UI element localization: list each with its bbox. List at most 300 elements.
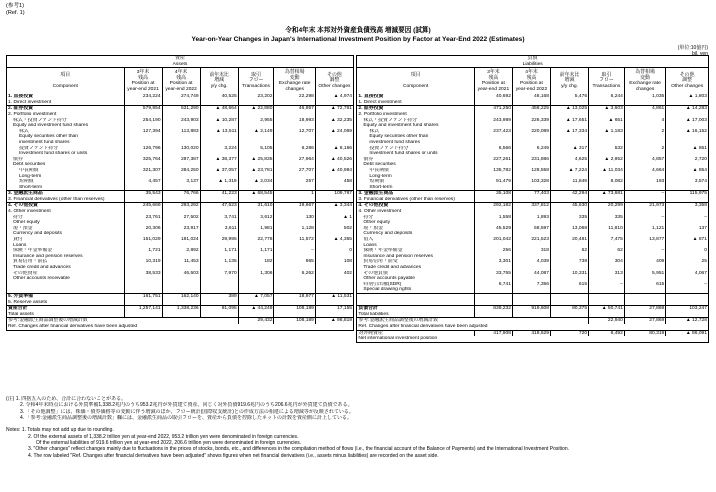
asset-value: 46,957 — [274, 106, 315, 112]
asset-label: Short-term — [7, 185, 125, 191]
asset-value: 161,751 — [124, 293, 162, 299]
ref-label: (参考1) — [6, 3, 25, 9]
column-header-jp: 残高 — [488, 75, 499, 81]
asset-value: 181,024 — [162, 237, 200, 243]
asset-value: 11,453 — [162, 259, 200, 265]
column-header-jp: 4年末 — [525, 70, 538, 76]
asset-value: 3,611 — [200, 226, 238, 232]
component-header-en: Component — [402, 83, 429, 89]
asset-value: 35,543 — [124, 191, 162, 197]
liability-value: 3,301 — [474, 259, 512, 265]
asset-value: ▲ 4,355 — [315, 237, 353, 243]
column-header-jp: 取引 — [251, 73, 261, 79]
liability-value: ▲ 2,952 — [589, 157, 625, 163]
liability-value: 115,975 — [666, 191, 709, 197]
column-header-jp: 残高 — [526, 75, 537, 81]
asset-value: 2,892 — [162, 248, 200, 254]
column-header-en: Transactions — [242, 83, 270, 89]
liability-value: 313 — [589, 271, 625, 277]
asset-value: 865 — [274, 259, 315, 265]
liability-value: 3,574 — [666, 179, 709, 185]
liability-value: 3,358 — [666, 203, 709, 209]
asset-value: 1,306 — [238, 271, 274, 277]
asset-value: 1,981 — [238, 226, 274, 232]
liability-value: 7,356 — [512, 282, 550, 288]
asset-value: 257 — [274, 179, 315, 185]
liability-value: 221,523 — [512, 237, 550, 243]
asset-value: 6,262 — [274, 271, 315, 277]
asset-value: ▲ 2,034 — [238, 179, 274, 185]
liability-value: 80,375 — [551, 306, 589, 312]
ref-liab-value: 27,869 — [624, 318, 665, 324]
ref-assets-label-en: Ref. Changes after financial derivatives have been adjusted — [7, 324, 354, 330]
asset-value: 2,955 — [238, 118, 274, 124]
asset-value: 287,387 — [162, 157, 200, 163]
niip-row-en — [7, 336, 709, 342]
liability-value: ▲ 851 — [666, 146, 709, 152]
asset-label: Currency and deposits — [7, 231, 125, 237]
liability-value: 220,089 — [512, 129, 550, 135]
liability-value: 5,951 — [624, 271, 665, 277]
asset-value: 27,707 — [274, 168, 315, 174]
asset-label: 保険・年金準備金 — [7, 248, 125, 254]
liability-value: 337,812 — [512, 203, 550, 209]
liability-label: Total liabilities — [357, 312, 475, 318]
asset-value: ▲ 3,344 — [315, 203, 353, 209]
asset-label: 4. Other investment — [7, 209, 125, 215]
column-header-en: Other changes — [318, 83, 351, 89]
asset-value: 113,883 — [162, 129, 200, 135]
asset-value: ▲ 23,781 — [238, 168, 274, 174]
asset-value: 5,105 — [238, 146, 274, 152]
asset-value: 47,623 — [200, 203, 238, 209]
asset-value: 23,202 — [238, 94, 274, 100]
asset-value: ▲ 44,249 — [238, 306, 274, 312]
column-header-jp: 前年末比 — [209, 73, 229, 79]
asset-value: 3,137 — [162, 179, 200, 185]
liability-label: 株式・投資ファンド持分 — [357, 118, 475, 124]
asset-value: 1,135 — [200, 259, 238, 265]
column-header — [162, 68, 200, 95]
asset-label: 中長期債 — [7, 168, 125, 174]
asset-label: 現・預金 — [7, 226, 125, 232]
liability-value: 839,232 — [474, 306, 512, 312]
asset-label: 貸付 — [7, 237, 125, 243]
column-header-jp: 前年末比 — [559, 73, 580, 79]
liability-value: 20,481 — [551, 237, 589, 243]
asset-value: 23,917 — [162, 226, 200, 232]
asset-value: 12,707 — [274, 129, 315, 135]
liability-value: 1,121 — [624, 226, 665, 232]
column-header-jp: 3年末 — [136, 70, 150, 76]
column-header-jp: 残高 — [138, 75, 148, 81]
asset-value: 254,190 — [124, 118, 162, 124]
component-header — [7, 68, 125, 95]
liability-value: ▲ 3,603 — [589, 106, 625, 112]
column-header — [666, 68, 709, 95]
asset-label: Equity securities other than — [7, 134, 125, 140]
liability-label: 借入 — [357, 237, 475, 243]
column-header-jp: フロー — [248, 78, 264, 84]
asset-label: Other equity — [7, 220, 125, 226]
liability-label: Long-term — [357, 174, 475, 180]
asset-value: 29,995 — [200, 237, 238, 243]
asset-value: 109,767 — [315, 191, 353, 197]
liability-value: ▲ 50,741 — [589, 306, 625, 312]
asset-value: 108 — [315, 259, 353, 265]
asset-value: 31,610 — [238, 203, 274, 209]
asset-label: Insurance and pension reserves — [7, 254, 125, 260]
liability-value: 8,082 — [589, 179, 625, 185]
column-header-en: Exchange rate — [278, 81, 311, 87]
column-header-jp: 変動 — [640, 75, 650, 81]
asset-value: 458 — [315, 179, 353, 185]
asset-value: 325,764 — [124, 157, 162, 163]
niip-value: 418,629 — [512, 330, 550, 336]
asset-value: ▲ 72,761 — [315, 106, 353, 112]
liability-value: 4,625 — [551, 157, 589, 163]
column-header-jp: 為替相場 — [635, 70, 655, 76]
iip-table — [6, 55, 709, 343]
note-en: 2. Of the external assets of 1,338.2 trillion yen at year-end 2022, 953.2 trillion yen were denominated in foreign currencies. — [28, 433, 299, 440]
liability-value: ▲ 73,681 — [589, 191, 625, 197]
asset-label: investment fund shares — [7, 140, 125, 146]
ref-liab-label-en: Ref. Changes after financial derivatives have been adjusted — [357, 324, 709, 330]
liability-label: Short-term — [357, 185, 475, 191]
asset-value: 3,224 — [200, 146, 238, 152]
liability-value: 256 — [474, 248, 512, 254]
liability-value: ▲ 13,025 — [551, 106, 589, 112]
asset-value: 402 — [315, 271, 353, 277]
liability-value: 227,261 — [474, 157, 512, 163]
liability-value: 335 — [589, 215, 625, 221]
gap — [7, 336, 357, 342]
ref-liab-value: 22,940 — [589, 318, 625, 324]
asset-label: 投資ファンド持分 — [7, 146, 125, 152]
liability-value: 409 — [624, 259, 665, 265]
column-header-en: changes — [285, 86, 304, 92]
asset-value: 321,307 — [124, 168, 162, 174]
liability-label: 4. その他投資 — [357, 203, 475, 209]
liability-label: Insurance and pension reserves — [357, 254, 475, 260]
liability-value: 45,630 — [551, 203, 589, 209]
liability-value: 458,225 — [512, 106, 550, 112]
ref-assets-value: 29,432 — [238, 318, 274, 324]
asset-value: 7,970 — [200, 271, 238, 277]
liability-value: 201,042 — [474, 237, 512, 243]
asset-value: 293,292 — [162, 203, 200, 209]
liability-value: ▲ 17,651 — [551, 118, 589, 124]
liability-label: 1. 直接投資 — [357, 94, 475, 100]
note-en: 3. "Other changes" reflect changes mainly due to fluctuations in the prices of stocks, bonds, etc., and differences in the compilation method of flows (i.e., the financial account of the Balance of Payments) and the International Investment Position. — [28, 446, 569, 453]
liability-value: 243,989 — [474, 118, 512, 124]
asset-value: 502 — [315, 226, 353, 232]
asset-value: 151,029 — [124, 237, 162, 243]
asset-value: 18,993 — [274, 118, 315, 124]
asset-value: ▲ 13,511 — [200, 129, 238, 135]
asset-value: ▲ 37,057 — [200, 168, 238, 174]
asset-value: 0 — [315, 248, 353, 254]
column-header-en: year-end 2022 — [165, 86, 197, 92]
liability-value: – — [666, 215, 709, 221]
column-header-en: Exchange rate — [629, 81, 661, 87]
asset-label: 3. Financial derivatives (other than reserves) — [7, 197, 125, 203]
liability-value: 33,755 — [474, 271, 512, 277]
liability-value: 13,068 — [551, 226, 589, 232]
liabilities-title: 負債 Liabilities — [357, 56, 709, 68]
liability-value: 6,566 — [474, 146, 512, 152]
asset-label: 2. Portfolio investment — [7, 112, 125, 118]
asset-label: その他資産 — [7, 271, 125, 277]
column-header — [124, 68, 162, 95]
liability-value: 919,608 — [512, 306, 550, 312]
asset-value: 1,128 — [274, 226, 315, 232]
asset-value: ▲ 24,069 — [315, 129, 353, 135]
asset-value: 41,223 — [200, 191, 238, 197]
asset-label: 2. 証券投資 — [7, 106, 125, 112]
column-header-en: year-end 2021 — [477, 86, 510, 92]
asset-value: 130,020 — [162, 146, 200, 152]
liability-value: 58,597 — [512, 226, 550, 232]
unit-jp: (単位:10億円) — [677, 45, 708, 51]
asset-value: 17,155 — [315, 306, 353, 312]
liability-label: Investment fund shares or units — [357, 151, 475, 157]
column-header-en: changes — [635, 86, 655, 92]
liability-value: – — [589, 282, 625, 288]
asset-value: 38,533 — [124, 271, 162, 277]
asset-value: 234,224 — [124, 94, 162, 100]
liability-value: – — [624, 215, 665, 221]
niip-value: 6,492 — [589, 330, 625, 336]
asset-label: 5. Reserve assets — [7, 300, 125, 306]
liability-value: 471,250 — [474, 106, 512, 112]
liability-value: 231,886 — [512, 157, 550, 163]
liability-value: 1,035 — [624, 94, 665, 100]
column-header-en: year-end 2021 — [127, 86, 159, 92]
niip-value: ▲ 86,091 — [666, 330, 709, 336]
liability-label: その他負債 — [357, 271, 475, 277]
liability-value: 135,782 — [474, 168, 512, 174]
column-header — [200, 68, 238, 95]
liability-value: – — [624, 248, 665, 254]
niip-value: 80,319 — [624, 330, 665, 336]
liability-value: 2,720 — [666, 157, 709, 163]
liability-value: 615 — [551, 282, 589, 288]
asset-label: 1. Direct investment — [7, 100, 125, 106]
asset-value: ▲ 4,974 — [315, 94, 353, 100]
asset-value: 243,903 — [162, 118, 200, 124]
column-header-jp: 増減 — [564, 78, 575, 84]
column-header — [624, 68, 665, 95]
column-header-en: Position at — [131, 81, 155, 87]
asset-value: 1,171 — [238, 248, 274, 254]
asset-value: ▲ 25,835 — [238, 157, 274, 163]
liability-value: 1,893 — [512, 215, 550, 221]
liability-value: ▲ 16,152 — [666, 129, 709, 135]
liability-value: 0 — [666, 248, 709, 254]
header-row — [7, 68, 709, 95]
column-header-jp: 3年末 — [487, 70, 500, 76]
asset-value: – — [274, 248, 315, 254]
asset-value: 1 — [274, 191, 315, 197]
column-header-jp: その他 — [327, 73, 342, 79]
liability-label: 特別引出権(SDR) — [357, 282, 475, 288]
liability-label: Trade credit and advances — [357, 265, 475, 271]
liability-value: 103,328 — [512, 179, 550, 185]
column-header — [274, 68, 315, 95]
component-header-en: Component — [52, 83, 78, 89]
asset-value: ▲ 40,526 — [315, 157, 353, 163]
asset-label: Debt securities — [7, 162, 125, 168]
liability-value: 44,087 — [512, 271, 550, 277]
asset-value: ▲ 1,319 — [200, 179, 238, 185]
asset-value: 182 — [238, 259, 274, 265]
asset-label: Equity and investment fund shares — [7, 123, 125, 129]
asset-value: ▲ 8,166 — [315, 146, 353, 152]
asset-label: 5. 外貨準備 — [7, 293, 125, 299]
liability-value: 40,692 — [474, 94, 512, 100]
column-header-en: Position at — [482, 81, 505, 87]
liability-value: 6,249 — [512, 146, 550, 152]
liability-label: Equity and investment fund shares — [357, 123, 475, 129]
asset-label: Total assets — [7, 312, 125, 318]
column-header-en: Position at — [169, 81, 193, 87]
column-header-jp: 4年末 — [174, 70, 188, 76]
liability-value: 193 — [624, 179, 665, 185]
liability-value: 128,558 — [512, 168, 550, 174]
note-jp: 2. 令和4年末時点における外貨準備1,338.2兆円のうち953.2兆円が外貨建て資産、同じく対外負債919.6兆円のうち206.6兆円が外貨建て負債である。 — [20, 402, 353, 409]
liability-value: ▲ 1,183 — [589, 129, 625, 135]
title-jp: 令和4年末 本邦対外資産負債残高 増減要因 (試算) — [285, 27, 431, 34]
asset-label: Trade credit and advances — [7, 265, 125, 271]
liability-value: 46,168 — [512, 94, 550, 100]
liability-value: ▲ 317 — [551, 146, 589, 152]
component-header-jp: 項目 — [410, 73, 421, 79]
column-header-en: y/y chg. — [561, 83, 578, 89]
asset-value: 18,977 — [274, 293, 315, 299]
asset-label: 持分 — [7, 215, 125, 221]
liability-value: 42,294 — [551, 191, 589, 197]
asset-value: ▲ 2,149 — [238, 129, 274, 135]
column-header — [551, 68, 589, 95]
note-en: Notes: 1. Totals may not add up due to rounding. — [6, 427, 114, 434]
liability-value: 137 — [666, 226, 709, 232]
column-header-en: Transactions — [592, 83, 621, 89]
asset-value: ▲ 32,235 — [315, 118, 353, 124]
asset-label: 株式・投資ファンド持分 — [7, 118, 125, 124]
liability-value: ▲ 17,003 — [666, 118, 709, 124]
asset-value: ▲ 7,057 — [238, 293, 274, 299]
liability-value: ▲ 11,034 — [589, 168, 625, 174]
asset-value: ▲ 68,545 — [238, 191, 274, 197]
asset-value: 19,667 — [274, 203, 315, 209]
liability-label: investment fund shares — [357, 140, 475, 146]
liability-value: 318 — [512, 248, 550, 254]
ref-assets-label: 参考:金融派生商品調整後の増減計数 — [7, 318, 239, 324]
liability-label: 負債合計 — [357, 306, 475, 312]
liability-label: 3. Financial derivatives (other than reserves) — [357, 197, 475, 203]
column-header-jp: 残高 — [176, 75, 186, 81]
assets-title: 資産 Assets — [7, 56, 354, 68]
asset-value: 126,796 — [124, 146, 162, 152]
liability-value: ▲ 7,224 — [551, 168, 589, 174]
liability-value: 25 — [666, 259, 709, 265]
liability-value: 237,423 — [474, 129, 512, 135]
column-header — [589, 68, 625, 95]
liability-value: 1,558 — [474, 215, 512, 221]
liability-label: 4. Other investment — [357, 209, 475, 215]
column-header — [315, 68, 353, 95]
asset-value: 3,612 — [238, 215, 274, 221]
asset-label: 資産合計 — [7, 306, 125, 312]
liability-label: Other equity — [357, 220, 475, 226]
liability-value: 62 — [551, 248, 589, 254]
liability-value: – — [624, 191, 665, 197]
liability-value: 304 — [589, 259, 625, 265]
asset-label: Loans — [7, 243, 125, 249]
liability-label: Other accounts payable — [357, 276, 475, 282]
liability-label: Loans — [357, 243, 475, 249]
liability-value: 20,299 — [589, 203, 625, 209]
liability-value: 615 — [624, 282, 665, 288]
title-en: Year-on-Year Changes in Japan's International Investment Position by Factor at Year-End 2022 (Estimates) — [191, 36, 525, 43]
liability-label: 2. Portfolio investment — [357, 112, 475, 118]
liability-value: 738 — [551, 259, 589, 265]
asset-value: 76,766 — [162, 191, 200, 197]
liability-label: 1. Direct investment — [357, 100, 475, 106]
asset-label: 1. 直接投資 — [7, 94, 125, 100]
asset-value: 40,525 — [200, 94, 238, 100]
asset-value: 1,721 — [124, 248, 162, 254]
liability-value: ▲ 14,283 — [666, 106, 709, 112]
asset-value: 6,286 — [274, 146, 315, 152]
liability-value: 27,869 — [624, 306, 665, 312]
notes — [6, 396, 711, 459]
column-header-jp: その他 — [679, 73, 695, 79]
liability-value: 2 — [624, 146, 665, 152]
asset-label: 3. 金融派生商品 — [7, 191, 125, 197]
asset-value: 4,457 — [124, 179, 162, 185]
liability-label: Equity securities other than — [357, 134, 475, 140]
ref-liab-label: 参考:金融派生商品調整後の増減計数 — [357, 318, 589, 324]
ref-label-en: (Ref. 1) — [6, 10, 25, 16]
column-header — [474, 68, 512, 95]
note-en: Of the external liabilities of 919.6 trillion yen at year-end 2022, 206.6 trillion yen were denominated in foreign currencies. — [36, 440, 302, 447]
asset-value: ▲ 38,377 — [200, 157, 238, 163]
liability-value: 4,039 — [512, 259, 550, 265]
liability-value: 4,067 — [666, 271, 709, 277]
asset-label: 株式 — [7, 129, 125, 135]
liability-label: 株式 — [357, 129, 475, 135]
liability-value: ▲ 871 — [666, 237, 709, 243]
liability-label: 持分 — [357, 215, 475, 221]
component-header-jp: 項目 — [60, 73, 71, 79]
liability-value: 292,182 — [474, 203, 512, 209]
liability-value: 13,877 — [624, 237, 665, 243]
asset-value: 20,306 — [124, 226, 162, 232]
liability-value: 91,479 — [474, 179, 512, 185]
column-header-jp: フロー — [599, 78, 614, 84]
liability-label: 3. 金融派生商品 — [357, 191, 475, 197]
liability-value: 4,857 — [624, 157, 665, 163]
liability-value: 21,973 — [624, 203, 665, 209]
liability-value: 5,476 — [551, 94, 589, 100]
liability-value: 11,849 — [551, 179, 589, 185]
asset-value: ▲ 11,531 — [315, 293, 353, 299]
liability-label: Debt securities — [357, 162, 475, 168]
asset-label: 短期債 — [7, 179, 125, 185]
liability-value: 4 — [624, 118, 665, 124]
